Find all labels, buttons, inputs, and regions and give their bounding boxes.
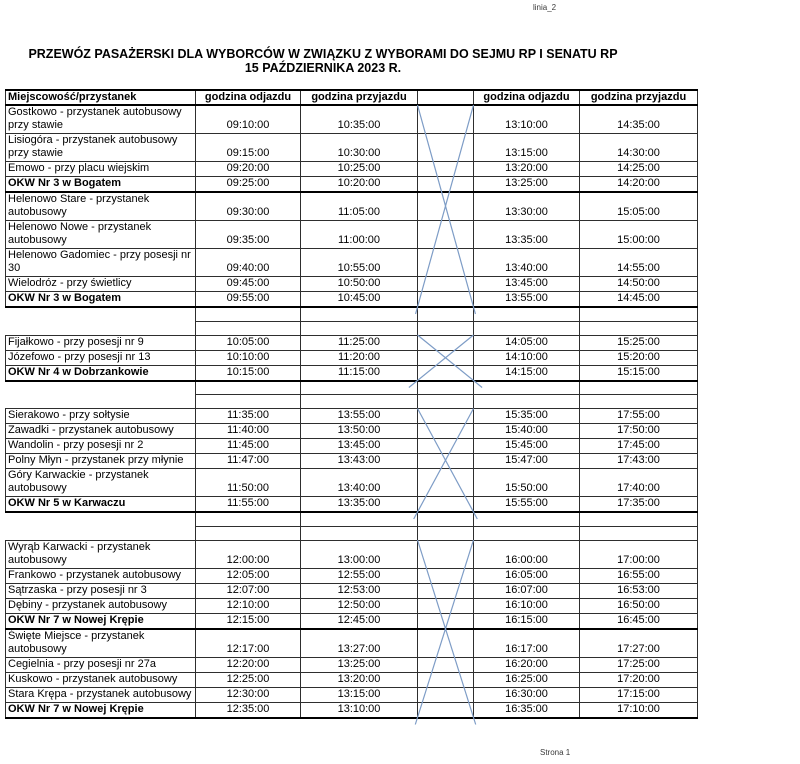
table-row <box>6 497 698 513</box>
table-row <box>6 568 698 583</box>
spacer-cell <box>418 381 474 395</box>
spacer-cell <box>301 526 418 540</box>
stop-name-cell: OKW Nr 7 w Nowej Krępie <box>6 613 196 629</box>
stop-name-cell: Wielodróz - przy świetlicy <box>6 277 196 292</box>
spacer-cell <box>196 307 301 321</box>
arrival-1-cell: 10:25:00 <box>301 162 418 177</box>
arrival-2-cell: 15:25:00 <box>580 335 698 350</box>
stop-name-cell: Józefowo - przy posesji nr 13 <box>6 350 196 365</box>
arrival-1-cell: 12:53:00 <box>301 583 418 598</box>
arrival-2-cell: 17:27:00 <box>580 629 698 658</box>
stop-name-cell: Helenowo Stare - przystanek autobusowy <box>6 192 196 221</box>
table-row <box>6 134 698 162</box>
arrival-2-cell: 17:35:00 <box>580 497 698 513</box>
spacer-cell <box>474 307 580 321</box>
arrival-1-cell: 11:05:00 <box>301 192 418 221</box>
stop-name-cell: Sątrzaska - przy posesji nr 3 <box>6 583 196 598</box>
separator-cell <box>418 249 474 277</box>
spacer-row <box>6 321 698 335</box>
stop-name-cell: Dębiny - przystanek autobusowy <box>6 598 196 613</box>
table-row <box>6 292 698 308</box>
departure-2-cell: 16:05:00 <box>474 568 580 583</box>
departure-2-cell: 16:30:00 <box>474 687 580 702</box>
departure-1-cell: 09:55:00 <box>196 292 301 308</box>
separator-cell <box>418 439 474 454</box>
table-row <box>6 439 698 454</box>
departure-2-cell: 15:45:00 <box>474 439 580 454</box>
departure-2-cell: 13:25:00 <box>474 177 580 193</box>
spacer-cell <box>301 307 418 321</box>
stop-name-cell: OKW Nr 5 w Karwaczu <box>6 497 196 513</box>
separator-cell <box>418 497 474 513</box>
spacer-cell <box>6 512 196 526</box>
stop-name-cell: Polny Młyn - przystanek przy młynie <box>6 454 196 469</box>
arrival-2-cell: 17:15:00 <box>580 687 698 702</box>
arrival-1-cell: 13:00:00 <box>301 540 418 568</box>
stop-name-cell: Frankowo - przystanek autobusowy <box>6 568 196 583</box>
arrival-1-cell: 10:55:00 <box>301 249 418 277</box>
table-row <box>6 162 698 177</box>
departure-2-cell: 15:35:00 <box>474 409 580 424</box>
separator-cell <box>418 657 474 672</box>
arrival-2-cell: 14:30:00 <box>580 134 698 162</box>
departure-1-cell: 10:05:00 <box>196 335 301 350</box>
separator-cell <box>418 192 474 221</box>
arrival-1-cell: 11:00:00 <box>301 221 418 249</box>
arrival-1-cell: 13:10:00 <box>301 702 418 718</box>
table-row <box>6 687 698 702</box>
departure-2-cell: 15:40:00 <box>474 424 580 439</box>
spacer-cell <box>301 381 418 395</box>
arrival-2-cell: 17:50:00 <box>580 424 698 439</box>
spacer-cell <box>196 526 301 540</box>
arrival-1-cell: 10:35:00 <box>301 105 418 134</box>
departure-1-cell: 12:07:00 <box>196 583 301 598</box>
stop-name-cell: Stara Krępa - przystanek autobusowy <box>6 687 196 702</box>
spacer-cell <box>580 307 698 321</box>
spacer-row <box>6 395 698 409</box>
departure-1-cell: 09:25:00 <box>196 177 301 193</box>
spacer-cell <box>418 526 474 540</box>
departure-1-cell: 09:15:00 <box>196 134 301 162</box>
stop-name-cell: Zawadki - przystanek autobusowy <box>6 424 196 439</box>
stop-name-cell: OKW Nr 3 w Bogatem <box>6 292 196 308</box>
separator-cell <box>418 221 474 249</box>
arrival-2-cell: 17:43:00 <box>580 454 698 469</box>
departure-1-cell: 09:10:00 <box>196 105 301 134</box>
stop-name-cell: Góry Karwackie - przystanek autobusowy <box>6 469 196 497</box>
spacer-cell <box>580 526 698 540</box>
departure-1-cell: 12:05:00 <box>196 568 301 583</box>
table-row <box>6 672 698 687</box>
table-row <box>6 469 698 497</box>
spacer-cell <box>474 395 580 409</box>
spacer-cell <box>6 526 196 540</box>
departure-1-cell: 12:15:00 <box>196 613 301 629</box>
page-header-note: linia_2 <box>533 3 557 12</box>
stop-name-cell: Wyrąb Karwacki - przystanek autobusowy <box>6 540 196 568</box>
separator-cell <box>418 687 474 702</box>
departure-1-cell: 09:30:00 <box>196 192 301 221</box>
departure-1-cell: 10:15:00 <box>196 365 301 381</box>
departure-1-cell: 12:35:00 <box>196 702 301 718</box>
departure-2-cell: 14:10:00 <box>474 350 580 365</box>
departure-1-cell: 12:17:00 <box>196 629 301 658</box>
separator-cell <box>418 409 474 424</box>
arrival-1-cell: 10:50:00 <box>301 277 418 292</box>
separator-cell <box>418 350 474 365</box>
arrival-2-cell: 17:20:00 <box>580 672 698 687</box>
table-header-row <box>6 90 698 105</box>
stop-name-cell: OKW Nr 7 w Nowej Krępie <box>6 702 196 718</box>
separator-cell <box>418 629 474 658</box>
departure-1-cell: 12:00:00 <box>196 540 301 568</box>
table-row <box>6 702 698 718</box>
departure-2-cell: 14:05:00 <box>474 335 580 350</box>
departure-1-cell: 11:35:00 <box>196 409 301 424</box>
departure-1-cell: 12:30:00 <box>196 687 301 702</box>
stop-name-cell: Helenowo Nowe - przystanek autobusowy <box>6 221 196 249</box>
arrival-1-cell: 13:45:00 <box>301 439 418 454</box>
departure-2-cell: 13:40:00 <box>474 249 580 277</box>
table-row <box>6 540 698 568</box>
page-footer-note: Strona 1 <box>540 748 571 757</box>
departure-2-cell: 16:07:00 <box>474 583 580 598</box>
departure-2-cell: 13:30:00 <box>474 192 580 221</box>
spacer-cell <box>580 395 698 409</box>
spacer-cell <box>301 395 418 409</box>
spacer-row <box>6 307 698 321</box>
arrival-1-cell: 11:15:00 <box>301 365 418 381</box>
departure-2-cell: 15:47:00 <box>474 454 580 469</box>
stop-name-cell: Fijałkowo - przy posesji nr 9 <box>6 335 196 350</box>
arrival-2-cell: 14:25:00 <box>580 162 698 177</box>
arrival-1-cell: 13:25:00 <box>301 657 418 672</box>
arrival-1-cell: 10:30:00 <box>301 134 418 162</box>
separator-cell <box>418 454 474 469</box>
stop-name-cell: Sierakowo - przy sołtysie <box>6 409 196 424</box>
arrival-2-cell: 15:15:00 <box>580 365 698 381</box>
arrival-2-cell: 17:00:00 <box>580 540 698 568</box>
separator-cell <box>418 568 474 583</box>
departure-2-cell: 16:20:00 <box>474 657 580 672</box>
departure-1-cell: 12:20:00 <box>196 657 301 672</box>
arrival-2-cell: 17:10:00 <box>580 702 698 718</box>
departure-1-cell: 12:25:00 <box>196 672 301 687</box>
departure-2-cell: 16:35:00 <box>474 702 580 718</box>
departure-1-cell: 09:40:00 <box>196 249 301 277</box>
spacer-cell <box>418 395 474 409</box>
header-departure-2: godzina odjazdu <box>474 90 580 105</box>
title-line-1: PRZEWÓZ PASAŻERSKI DLA WYBORCÓW W ZWIĄZKU Z WYBORAMI DO SEJMU RP I SENATU RP <box>28 47 618 61</box>
arrival-1-cell: 13:43:00 <box>301 454 418 469</box>
spacer-cell <box>196 512 301 526</box>
spacer-cell <box>6 321 196 335</box>
departure-2-cell: 16:00:00 <box>474 540 580 568</box>
spacer-cell <box>474 321 580 335</box>
table-row <box>6 105 698 134</box>
spacer-cell <box>6 381 196 395</box>
spacer-cell <box>580 381 698 395</box>
separator-cell <box>418 365 474 381</box>
arrival-2-cell: 15:00:00 <box>580 221 698 249</box>
schedule-table <box>5 89 698 719</box>
separator-cell <box>418 613 474 629</box>
spacer-cell <box>580 321 698 335</box>
table-row <box>6 409 698 424</box>
table-row <box>6 583 698 598</box>
separator-cell <box>418 292 474 308</box>
title-line-2: 15 PAŹDZIERNIKA 2023 R. <box>244 61 402 75</box>
separator-cell <box>418 540 474 568</box>
header-stop-column: Miejscowość/przystanek <box>6 90 196 105</box>
separator-cell <box>418 134 474 162</box>
separator-cell <box>418 162 474 177</box>
stop-name-cell: Kuskowo - przystanek autobusowy <box>6 672 196 687</box>
spacer-cell <box>418 307 474 321</box>
header-arrival-2: godzina przyjazdu <box>580 90 698 105</box>
departure-1-cell: 11:40:00 <box>196 424 301 439</box>
departure-2-cell: 13:55:00 <box>474 292 580 308</box>
arrival-2-cell: 14:20:00 <box>580 177 698 193</box>
departure-2-cell: 13:20:00 <box>474 162 580 177</box>
table-row <box>6 657 698 672</box>
table-row <box>6 277 698 292</box>
arrival-1-cell: 13:55:00 <box>301 409 418 424</box>
table-row <box>6 365 698 381</box>
arrival-2-cell: 14:50:00 <box>580 277 698 292</box>
table-row <box>6 598 698 613</box>
departure-2-cell: 15:55:00 <box>474 497 580 513</box>
arrival-2-cell: 14:55:00 <box>580 249 698 277</box>
departure-2-cell: 16:25:00 <box>474 672 580 687</box>
header-arrival-1: godzina przyjazdu <box>301 90 418 105</box>
document-title <box>5 47 641 75</box>
separator-cell <box>418 583 474 598</box>
spacer-row <box>6 526 698 540</box>
separator-cell <box>418 469 474 497</box>
separator-cell <box>418 702 474 718</box>
spacer-cell <box>418 321 474 335</box>
arrival-2-cell: 15:05:00 <box>580 192 698 221</box>
departure-1-cell: 09:35:00 <box>196 221 301 249</box>
table-row <box>6 249 698 277</box>
arrival-2-cell: 14:45:00 <box>580 292 698 308</box>
separator-cell <box>418 277 474 292</box>
arrival-1-cell: 13:40:00 <box>301 469 418 497</box>
arrival-1-cell: 10:45:00 <box>301 292 418 308</box>
stop-name-cell: Święte Miejsce - przystanek autobusowy <box>6 629 196 658</box>
arrival-1-cell: 13:27:00 <box>301 629 418 658</box>
table-row <box>6 613 698 629</box>
stop-name-cell: Emowo - przy placu wiejskim <box>6 162 196 177</box>
header-departure-1: godzina odjazdu <box>196 90 301 105</box>
table-row <box>6 424 698 439</box>
arrival-1-cell: 11:25:00 <box>301 335 418 350</box>
arrival-1-cell: 12:45:00 <box>301 613 418 629</box>
separator-cell <box>418 598 474 613</box>
stop-name-cell: Cegielnia - przy posesji nr 27a <box>6 657 196 672</box>
separator-cell <box>418 105 474 134</box>
table-row <box>6 221 698 249</box>
table-row <box>6 629 698 658</box>
table-row <box>6 335 698 350</box>
stop-name-cell: Helenowo Gadomiec - przy posesji nr 30 <box>6 249 196 277</box>
stop-name-cell: OKW Nr 3 w Bogatem <box>6 177 196 193</box>
arrival-1-cell: 12:55:00 <box>301 568 418 583</box>
arrival-2-cell: 17:55:00 <box>580 409 698 424</box>
arrival-2-cell: 16:50:00 <box>580 598 698 613</box>
departure-1-cell: 10:10:00 <box>196 350 301 365</box>
stop-name-cell: Gostkowo - przystanek autobusowy przy stawie <box>6 105 196 134</box>
spacer-row <box>6 381 698 395</box>
spacer-cell <box>301 512 418 526</box>
header-separator-column <box>418 90 474 105</box>
arrival-1-cell: 13:20:00 <box>301 672 418 687</box>
departure-1-cell: 11:45:00 <box>196 439 301 454</box>
arrival-2-cell: 16:53:00 <box>580 583 698 598</box>
departure-1-cell: 11:55:00 <box>196 497 301 513</box>
spacer-cell <box>196 381 301 395</box>
departure-1-cell: 09:45:00 <box>196 277 301 292</box>
spacer-cell <box>196 395 301 409</box>
table-row <box>6 454 698 469</box>
arrival-2-cell: 14:35:00 <box>580 105 698 134</box>
arrival-2-cell: 16:45:00 <box>580 613 698 629</box>
arrival-1-cell: 13:35:00 <box>301 497 418 513</box>
spacer-cell <box>474 512 580 526</box>
departure-2-cell: 16:15:00 <box>474 613 580 629</box>
spacer-row <box>6 512 698 526</box>
arrival-2-cell: 17:45:00 <box>580 439 698 454</box>
separator-cell <box>418 177 474 193</box>
table-row <box>6 192 698 221</box>
departure-2-cell: 13:45:00 <box>474 277 580 292</box>
spacer-cell <box>474 381 580 395</box>
arrival-1-cell: 13:15:00 <box>301 687 418 702</box>
separator-cell <box>418 335 474 350</box>
departure-1-cell: 09:20:00 <box>196 162 301 177</box>
departure-2-cell: 16:17:00 <box>474 629 580 658</box>
separator-cell <box>418 672 474 687</box>
departure-1-cell: 11:50:00 <box>196 469 301 497</box>
spacer-cell <box>301 321 418 335</box>
departure-2-cell: 13:15:00 <box>474 134 580 162</box>
departure-2-cell: 16:10:00 <box>474 598 580 613</box>
departure-1-cell: 12:10:00 <box>196 598 301 613</box>
arrival-1-cell: 11:20:00 <box>301 350 418 365</box>
arrival-2-cell: 16:55:00 <box>580 568 698 583</box>
arrival-2-cell: 17:40:00 <box>580 469 698 497</box>
table-row <box>6 350 698 365</box>
departure-2-cell: 13:35:00 <box>474 221 580 249</box>
schedule-table-container <box>5 89 697 719</box>
spacer-cell <box>580 512 698 526</box>
spacer-cell <box>196 321 301 335</box>
arrival-2-cell: 17:25:00 <box>580 657 698 672</box>
departure-2-cell: 15:50:00 <box>474 469 580 497</box>
arrival-1-cell: 13:50:00 <box>301 424 418 439</box>
table-row <box>6 177 698 193</box>
arrival-1-cell: 12:50:00 <box>301 598 418 613</box>
spacer-cell <box>6 307 196 321</box>
spacer-cell <box>6 395 196 409</box>
departure-2-cell: 13:10:00 <box>474 105 580 134</box>
stop-name-cell: Lisiogóra - przystanek autobusowy przy stawie <box>6 134 196 162</box>
arrival-2-cell: 15:20:00 <box>580 350 698 365</box>
stop-name-cell: Wandolin - przy posesji nr 2 <box>6 439 196 454</box>
spacer-cell <box>474 526 580 540</box>
stop-name-cell: OKW Nr 4 w Dobrzankowie <box>6 365 196 381</box>
separator-cell <box>418 424 474 439</box>
departure-2-cell: 14:15:00 <box>474 365 580 381</box>
spacer-cell <box>418 512 474 526</box>
departure-1-cell: 11:47:00 <box>196 454 301 469</box>
arrival-1-cell: 10:20:00 <box>301 177 418 193</box>
